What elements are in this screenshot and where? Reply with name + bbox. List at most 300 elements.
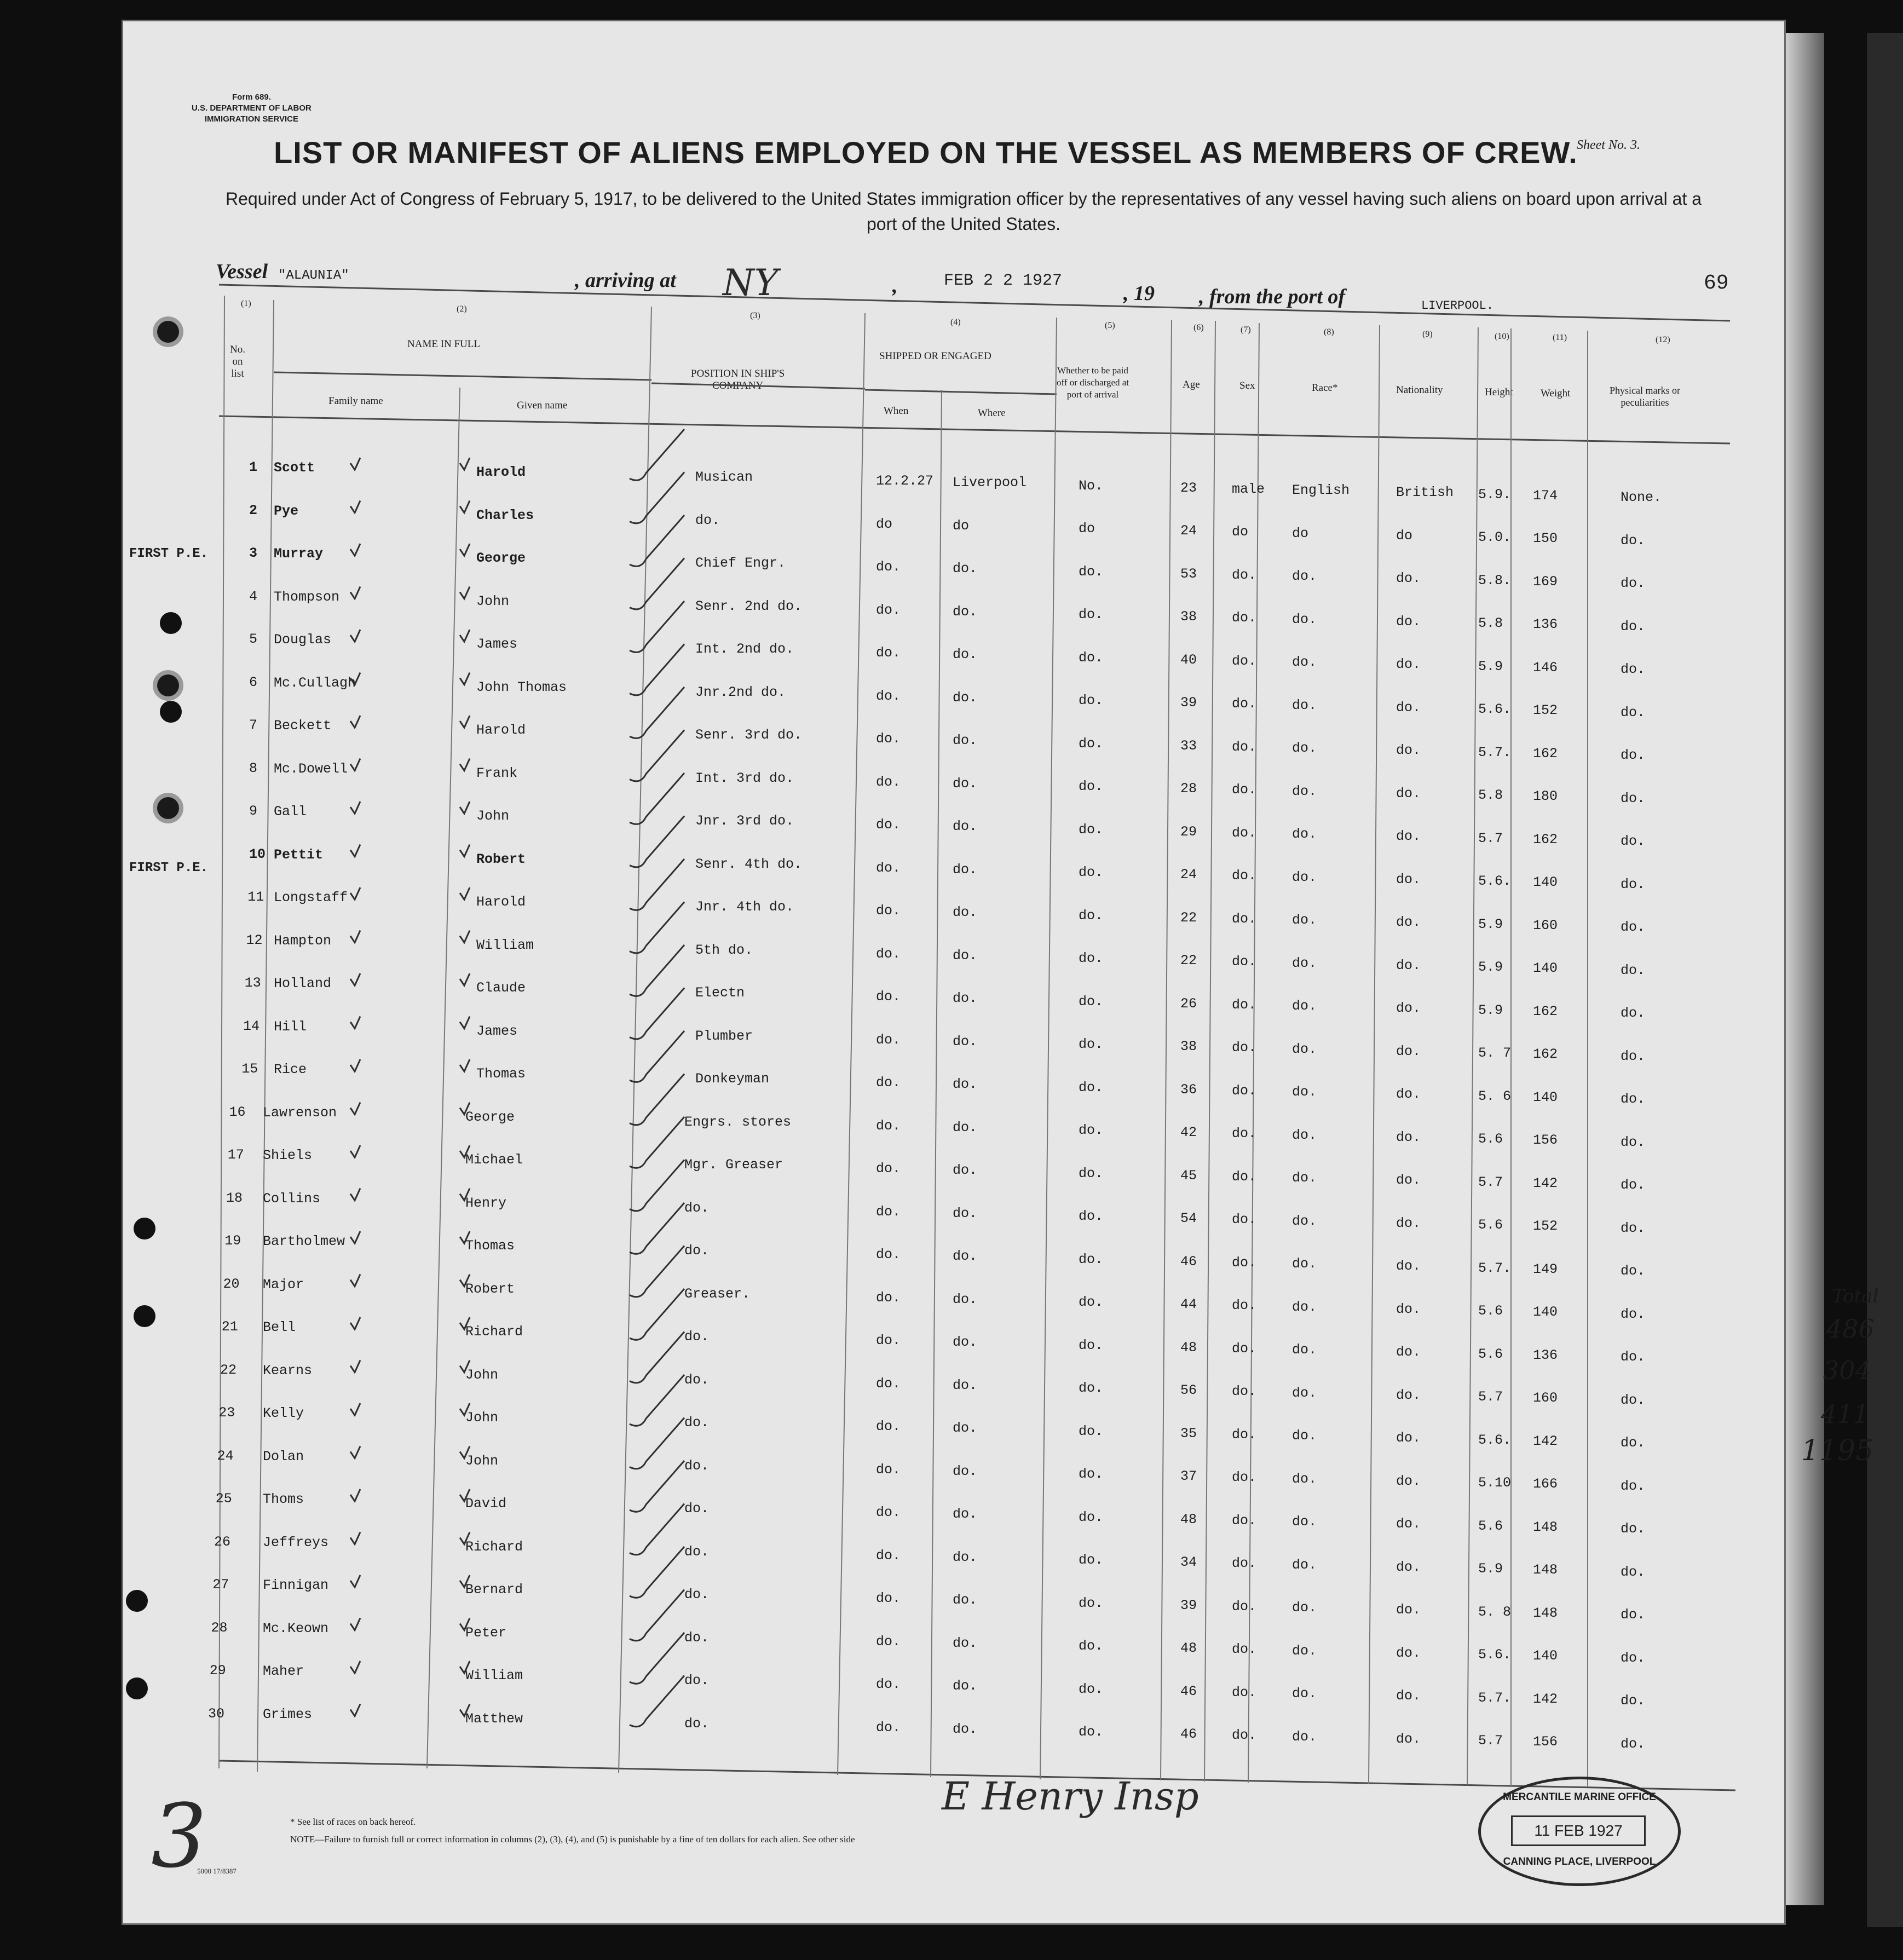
given-name: Harold (476, 722, 526, 739)
position: do. (684, 1243, 710, 1259)
age: 33 (1180, 737, 1197, 754)
family-name: Holland (274, 976, 332, 992)
weight: 156 (1533, 1132, 1558, 1149)
sex: do. (1232, 996, 1257, 1013)
paid-off: do. (1079, 649, 1104, 666)
shipped-where: do (953, 517, 970, 534)
given-name: James (476, 636, 518, 653)
physical-marks: do. (1621, 1091, 1646, 1108)
nationality: do. (1396, 1430, 1421, 1446)
nationality: do. (1396, 613, 1421, 630)
weight: 162 (1533, 1003, 1558, 1019)
row-number: 9 (249, 803, 258, 820)
check-mark (350, 1618, 360, 1630)
shipped-when: do. (876, 1075, 901, 1091)
given-name: David (465, 1496, 507, 1512)
check-mark (350, 1661, 360, 1673)
nationality: do. (1396, 957, 1421, 973)
given-name: George (465, 1109, 515, 1125)
nationality: do. (1396, 1086, 1421, 1103)
from-port: LIVERPOOL. (1421, 299, 1494, 313)
height: 5.8 (1478, 615, 1503, 632)
position: do. (684, 1715, 710, 1732)
family-name: Murray (274, 546, 324, 562)
race: do (1292, 525, 1309, 541)
check-mark (460, 1059, 470, 1071)
col-number: (5) (1105, 321, 1115, 330)
row-number: 11 (247, 889, 264, 906)
physical-marks: do. (1621, 1435, 1646, 1451)
physical-marks: None. (1621, 489, 1662, 506)
age: 46 (1180, 1726, 1197, 1743)
physical-marks: do. (1621, 1392, 1646, 1408)
height: 5.9 (1478, 1002, 1503, 1018)
check-mark (460, 759, 470, 771)
shipped-where: do. (953, 1119, 978, 1135)
family-name: Beckett (274, 718, 332, 734)
weight: 140 (1533, 1089, 1558, 1105)
family-name: Thoms (263, 1491, 304, 1508)
col-number: (8) (1324, 327, 1334, 337)
nationality: do. (1396, 1516, 1421, 1532)
race: do. (1292, 998, 1317, 1014)
nationality: do. (1396, 1387, 1421, 1403)
physical-marks: do. (1621, 1564, 1646, 1580)
race: do. (1292, 1728, 1317, 1745)
year-label: , 19 (1123, 282, 1155, 305)
age: 22 (1180, 909, 1197, 926)
physical-marks: do. (1621, 919, 1646, 936)
header-position: POSITION IN SHIP'S COMPANY (691, 368, 785, 391)
paid-off: do. (1079, 1294, 1104, 1311)
race: do. (1292, 826, 1317, 843)
check-mark (350, 1017, 360, 1029)
physical-marks: do. (1621, 575, 1646, 592)
physical-marks: do. (1621, 704, 1646, 720)
physical-marks: do. (1621, 1306, 1646, 1322)
stamp-date: 11 FEB 1927 (1511, 1815, 1646, 1846)
shipped-when: do. (876, 1289, 901, 1306)
arriving-port-handwritten: NY (723, 262, 778, 304)
given-name: John Thomas (476, 679, 567, 695)
race: do. (1292, 568, 1317, 585)
height: 5.6. (1478, 701, 1512, 718)
shipped-when: do. (876, 1719, 901, 1736)
physical-marks: do. (1621, 833, 1646, 850)
col-number: (3) (750, 311, 760, 320)
page-title: LIST OR MANIFEST OF ALIENS EMPLOYED ON THE VESSEL AS MEMBERS OF CREW. (274, 135, 1578, 170)
check-mark (350, 1361, 360, 1373)
race: do. (1292, 1642, 1317, 1659)
race-footnote: * See list of races on back hereof. (290, 1817, 416, 1827)
family-name: Kearns (263, 1362, 313, 1379)
nationality: do. (1396, 1301, 1421, 1317)
row-number: 24 (217, 1448, 234, 1464)
sex: do. (1232, 1684, 1257, 1700)
paid-off: do. (1079, 779, 1104, 795)
nationality: do. (1396, 914, 1421, 931)
shipped-when: do. (876, 1247, 901, 1263)
given-name: Claude (476, 980, 526, 996)
check-mark (460, 501, 470, 513)
paid-off: do. (1079, 735, 1104, 752)
race: do. (1292, 1256, 1317, 1272)
height: 5.6 (1478, 1346, 1503, 1362)
family-name: Mc.Dowell (274, 760, 348, 777)
tally-value: 486 (1826, 1314, 1875, 1344)
weight: 160 (1533, 917, 1558, 933)
sex: do. (1232, 868, 1257, 884)
race: do. (1292, 1127, 1317, 1143)
given-name: Harold (476, 894, 526, 910)
tally-value: 304 (1823, 1356, 1871, 1385)
check-mark (350, 887, 360, 900)
age: 37 (1180, 1468, 1197, 1485)
race: do. (1292, 740, 1317, 757)
paid-off: No. (1079, 477, 1104, 494)
sex: do. (1232, 1598, 1257, 1615)
check-mark (460, 458, 470, 470)
given-name: Thomas (476, 1066, 526, 1082)
row-number: 28 (211, 1619, 228, 1636)
position: Engrs. stores (684, 1114, 792, 1130)
race: do. (1292, 1428, 1317, 1444)
shipped-where: do. (953, 1162, 978, 1179)
race: do. (1292, 912, 1317, 929)
weight: 160 (1533, 1390, 1558, 1406)
given-name: Bernard (465, 1582, 523, 1598)
age: 42 (1180, 1125, 1197, 1141)
sex: do. (1232, 1126, 1257, 1142)
header-sex: Sex (1239, 380, 1255, 391)
physical-marks: do. (1621, 532, 1646, 549)
nationality: do. (1396, 699, 1421, 716)
weight: 156 (1533, 1734, 1558, 1750)
check-mark (350, 1704, 360, 1716)
tally-total-value: 1195 (1801, 1434, 1874, 1467)
position: Greaser. (684, 1285, 751, 1302)
check-mark (350, 1103, 360, 1115)
age: 38 (1180, 609, 1197, 625)
row-number: 4 (249, 588, 258, 604)
shipped-where: do. (953, 689, 978, 706)
header-given-name: Given name (517, 400, 568, 411)
header-no-on-list: No. on list (230, 344, 245, 379)
race: do. (1292, 1041, 1317, 1057)
row-number: 23 (218, 1405, 235, 1421)
height: 5.6 (1478, 1131, 1503, 1148)
race: do. (1292, 1514, 1317, 1530)
age: 24 (1180, 867, 1197, 883)
height: 5.7. (1478, 1690, 1512, 1706)
weight: 162 (1533, 745, 1558, 762)
check-mark (350, 1489, 360, 1501)
age: 28 (1180, 781, 1197, 797)
check-mark (350, 759, 360, 771)
check-mark (350, 1059, 360, 1071)
header-weight: Weight (1541, 388, 1571, 399)
position: Jnr. 4th do. (695, 899, 794, 915)
race: do. (1292, 654, 1317, 671)
height: 5.9. (1478, 486, 1512, 503)
physical-marks: do. (1621, 1736, 1646, 1752)
height: 5.8. (1478, 572, 1512, 589)
weight: 149 (1533, 1261, 1558, 1277)
check-mark (350, 973, 360, 985)
sex: do. (1232, 1254, 1257, 1271)
comma-separator: , (892, 274, 898, 297)
race: do. (1292, 869, 1317, 885)
height: 5.7. (1478, 744, 1512, 760)
position: Electn (695, 985, 745, 1001)
height: 5.9 (1478, 658, 1503, 675)
physical-marks: do. (1621, 1048, 1646, 1064)
sex: do. (1232, 739, 1257, 755)
paid-off: do. (1079, 607, 1104, 623)
shipped-where: do. (953, 1635, 978, 1651)
age: 54 (1180, 1210, 1197, 1227)
check-mark (350, 1403, 360, 1415)
header-race: Race* (1312, 382, 1338, 394)
weight: 150 (1533, 531, 1558, 547)
row-number: 25 (215, 1491, 232, 1507)
vessel-name: "ALAUNIA" (278, 268, 349, 283)
position: do. (684, 1371, 710, 1388)
paid-off: do. (1079, 693, 1104, 709)
paid-off: do. (1079, 821, 1104, 838)
check-mark (460, 716, 470, 728)
position: Chief Engr. (695, 555, 786, 572)
given-name: Richard (465, 1324, 523, 1340)
sex: do. (1232, 1383, 1257, 1400)
nationality: do. (1396, 1258, 1421, 1275)
nationality: do. (1396, 785, 1421, 802)
header-age: Age (1183, 379, 1200, 390)
check-mark (350, 630, 360, 642)
sex: do. (1232, 1340, 1257, 1357)
sex: do. (1232, 696, 1257, 712)
col-number: (4) (950, 318, 961, 327)
check-mark (460, 973, 470, 985)
sex: do. (1232, 653, 1257, 669)
height: 5.6. (1478, 1432, 1512, 1448)
mercantile-marine-office-stamp (1478, 1777, 1681, 1886)
col-number: (10) (1495, 332, 1509, 341)
shipped-where: do. (953, 818, 978, 835)
check-mark (350, 845, 360, 857)
family-name: Maher (263, 1663, 304, 1680)
position: Musican (695, 469, 753, 486)
weight: 146 (1533, 659, 1558, 676)
physical-marks: do. (1621, 962, 1646, 978)
shipped-when: do. (876, 1203, 901, 1220)
weight: 140 (1533, 1648, 1558, 1664)
margin-note-first-pe: FIRST P.E. (129, 546, 209, 561)
physical-marks: do. (1621, 1005, 1646, 1022)
shipped-when: do. (876, 1031, 901, 1048)
col-number: (7) (1241, 325, 1251, 335)
nationality: do. (1396, 1559, 1421, 1575)
weight: 140 (1533, 1304, 1558, 1321)
family-name: Thompson (274, 589, 340, 605)
position: Senr. 4th do. (695, 856, 803, 872)
shipped-where: do. (953, 1334, 978, 1351)
age: 23 (1180, 480, 1197, 496)
age: 39 (1180, 695, 1197, 711)
check-mark (350, 587, 360, 599)
nationality: do. (1396, 1602, 1421, 1618)
physical-marks: do. (1621, 1263, 1646, 1279)
weight: 152 (1533, 1218, 1558, 1235)
height: 5.8 (1478, 787, 1503, 804)
shipped-when: do. (876, 1161, 901, 1177)
given-name: Robert (465, 1281, 515, 1297)
check-mark (460, 587, 470, 599)
paid-off: do. (1079, 1380, 1104, 1397)
row-number: 18 (226, 1190, 243, 1206)
service-name: IMMIGRATION SERVICE (204, 114, 298, 124)
height: 5.6 (1478, 1217, 1503, 1233)
sex: do. (1232, 1469, 1257, 1486)
age: 48 (1180, 1339, 1197, 1356)
family-name: Lawrenson (263, 1104, 337, 1121)
nationality: do. (1396, 1645, 1421, 1661)
position: Senr. 3rd do. (695, 727, 803, 743)
header-physical-marks: Physical marks or peculiarities (1610, 385, 1680, 408)
row-number: 17 (227, 1147, 244, 1163)
sex: do. (1232, 825, 1257, 841)
race: do. (1292, 1557, 1317, 1573)
margin-note-first-pe: FIRST P.E. (129, 861, 209, 875)
sex: do. (1232, 1555, 1257, 1572)
row-number: 3 (249, 545, 258, 562)
stamp-bottom-text: CANNING PLACE, LIVERPOOL (1503, 1856, 1656, 1867)
sheet-number: Sheet No. 3. (1577, 138, 1640, 152)
shipped-when: do. (876, 559, 901, 575)
shipped-where: do. (953, 1592, 978, 1609)
row-number: 1 (249, 459, 258, 476)
height: 5.6 (1478, 1303, 1503, 1319)
family-name: Dolan (263, 1448, 304, 1465)
position: do. (684, 1587, 710, 1603)
given-name: Frank (476, 765, 518, 781)
nationality: do. (1396, 1473, 1421, 1489)
col-number: (2) (457, 304, 467, 314)
nationality: do. (1396, 1731, 1421, 1747)
shipped-where: do. (953, 1678, 978, 1694)
sex: male (1232, 481, 1265, 497)
height: 5.6 (1478, 1518, 1503, 1534)
weight: 140 (1533, 960, 1558, 977)
shipped-when: do. (876, 946, 901, 962)
age: 48 (1180, 1511, 1197, 1527)
row-number: 30 (208, 1705, 225, 1722)
weight: 142 (1533, 1433, 1558, 1449)
given-name: John (465, 1452, 499, 1469)
check-mark (460, 845, 470, 857)
paid-off: do. (1079, 864, 1104, 881)
height: 5.7 (1478, 830, 1503, 846)
height: 5.6. (1478, 873, 1512, 890)
family-name: Bartholmew (263, 1233, 345, 1250)
shipped-where: Liverpool (953, 475, 1027, 491)
shipped-when: do. (876, 688, 901, 704)
weight: 142 (1533, 1691, 1558, 1707)
nationality: do. (1396, 570, 1421, 587)
age: 44 (1180, 1296, 1197, 1313)
corner-number: 69 (1704, 272, 1729, 295)
given-name: Henry (465, 1195, 507, 1211)
family-name: Grimes (263, 1706, 313, 1722)
row-number: 7 (249, 717, 258, 734)
family-name: Finnigan (263, 1577, 329, 1594)
shipped-where: do. (953, 1420, 978, 1437)
weight: 152 (1533, 702, 1558, 719)
sex: do. (1232, 567, 1257, 583)
row-number: 21 (221, 1319, 238, 1335)
race: do. (1292, 955, 1317, 971)
race: do. (1292, 1471, 1317, 1487)
paid-off: do. (1079, 1337, 1104, 1353)
shipped-when: do. (876, 774, 901, 790)
family-name: Jeffreys (263, 1534, 329, 1550)
given-name: George (476, 550, 526, 567)
sex: do. (1232, 1168, 1257, 1185)
check-mark (350, 1231, 360, 1243)
header-paid-off: Whether to be paid off or discharged at port of arrival (1057, 365, 1129, 400)
department-name: U.S. DEPARTMENT OF LABOR (192, 103, 312, 113)
header-name-in-full: NAME IN FULL (407, 338, 480, 350)
position: do. (684, 1200, 710, 1216)
shipped-when: do. (876, 1676, 901, 1693)
shipped-when: do. (876, 1375, 901, 1392)
arriving-label: , arriving at (575, 269, 676, 292)
family-name: Kelly (263, 1405, 304, 1422)
check-mark (460, 887, 470, 900)
tally-total-label: Total (1832, 1285, 1879, 1307)
height: 5.9 (1478, 1561, 1503, 1577)
shipped-where: do. (953, 647, 978, 663)
paid-off: do. (1079, 1681, 1104, 1697)
height: 5.7 (1478, 1174, 1503, 1190)
row-number: 26 (214, 1534, 231, 1550)
shipped-when: do. (876, 989, 901, 1005)
height: 5.7 (1478, 1389, 1503, 1405)
race: do. (1292, 1299, 1317, 1315)
shipped-when: do. (876, 903, 901, 919)
from-port-label: , from the port of (1199, 285, 1346, 308)
nationality: British (1396, 485, 1454, 501)
shipped-where: do. (953, 1076, 978, 1093)
row-number: 10 (249, 846, 266, 862)
shipped-when: do. (876, 731, 901, 747)
col-number: (6) (1193, 323, 1204, 332)
family-name: Mc.Cullagh (274, 675, 356, 691)
family-name: Bell (263, 1319, 296, 1336)
race: do. (1292, 1084, 1317, 1100)
check-mark (350, 1575, 360, 1587)
race: do. (1292, 1170, 1317, 1186)
nationality: do. (1396, 1000, 1421, 1017)
nationality: do. (1396, 656, 1421, 673)
check-mark (630, 429, 684, 480)
check-mark (350, 1275, 360, 1287)
inspector-signature: E Henry Insp (942, 1774, 1199, 1819)
shipped-when: do. (876, 1461, 901, 1478)
physical-marks: do. (1621, 1521, 1646, 1537)
header-height: Height (1485, 387, 1513, 398)
position: do. (684, 1673, 710, 1689)
